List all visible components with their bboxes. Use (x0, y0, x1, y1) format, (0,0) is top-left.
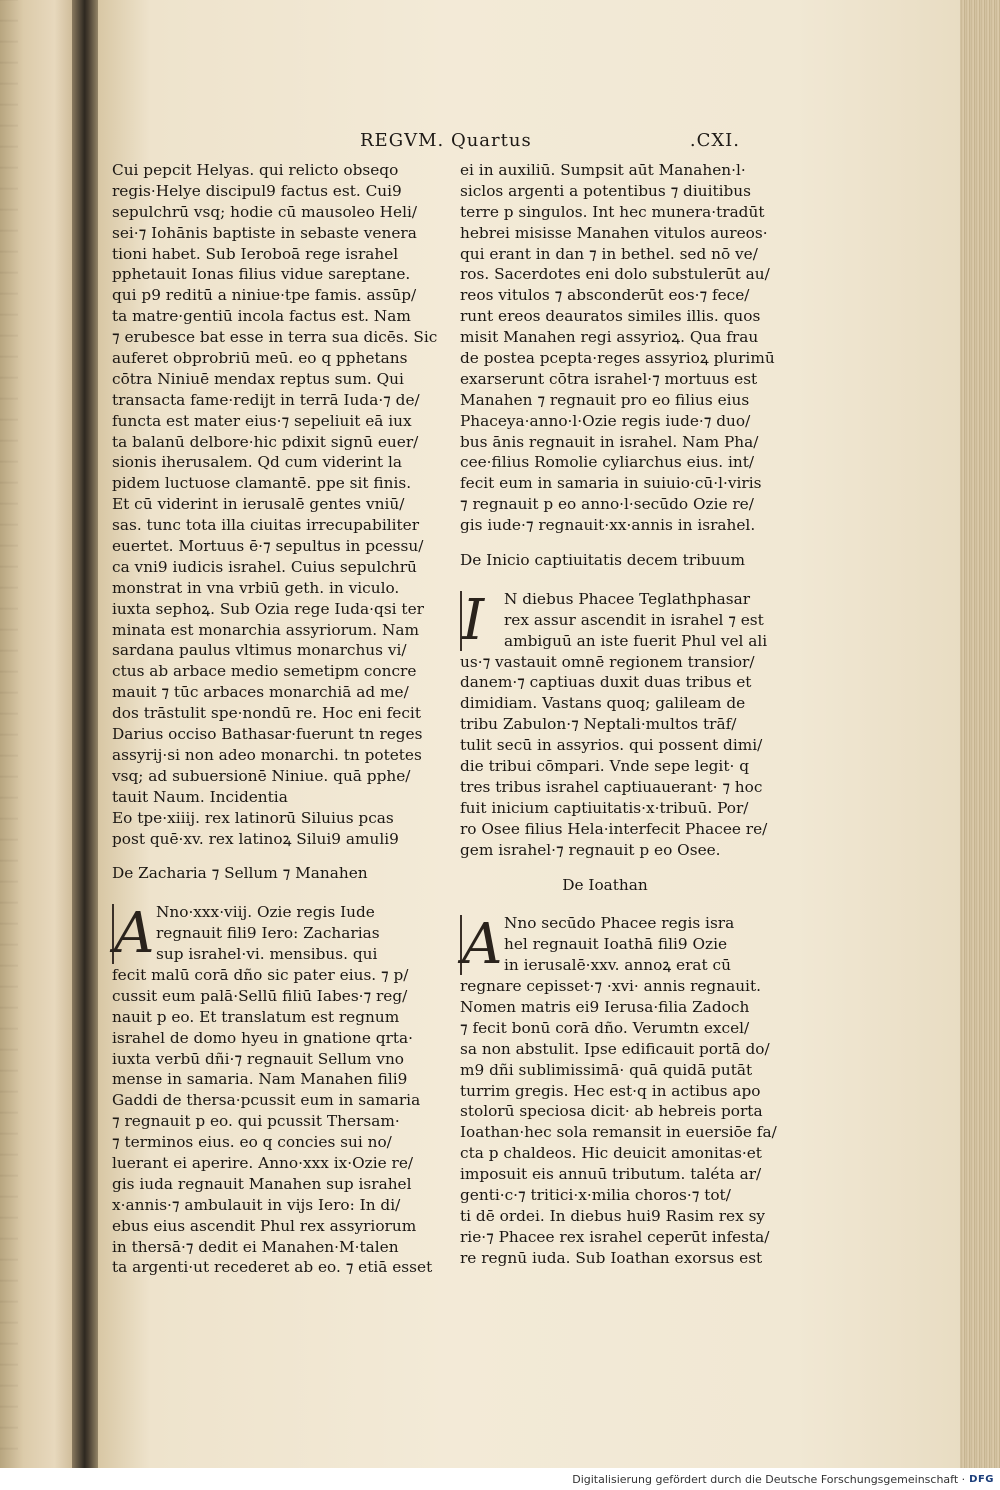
text-line: tribu Zabulon·⁊ Neptali·multos trāf/ (460, 715, 737, 734)
text-line: pidem luctuose clamantē. ppe sit finis. (112, 474, 412, 493)
text-line: ei in auxiliū. Sumpsit aūt Manahen·l· (460, 161, 746, 179)
text-line: m9 dñi sublimissimā· quā quidā putāt (460, 1060, 753, 1079)
text-line: regis·Helye discipul9 factus est. Cui9 (112, 181, 402, 200)
text-line: iuxta sephoꝝ. Sub Ozia rege Iuda·qsi ter (112, 599, 424, 618)
text-line: Et cū viderint in ierusalē gentes vniū/ (112, 495, 405, 514)
text-line: sionis iherusalem. Qd cum viderint la (112, 453, 402, 472)
text-line: imposuit eis annuū tributum. taléta ar/ (460, 1165, 762, 1184)
text-line: reos vitulos ⁊ absconderūt eos·⁊ fece/ (460, 286, 750, 305)
text-line: gis iuda regnauit Manahen sup israhel (112, 1174, 412, 1193)
text-line: tulit secū in assyrios. qui possent dimi/ (460, 736, 763, 755)
text-line: gem israhel·⁊ regnauit p eo Osee. (460, 840, 721, 859)
decorated-initial: A (462, 912, 503, 978)
text-block-manahen (460, 160, 775, 536)
text-line: ebus eius ascendit Phul rex assyriorum (112, 1216, 417, 1235)
text-line: Darius occiso Bathasar·fuerunt tn reges (112, 725, 423, 744)
text-line: functa est mater eius·⁊ sepeliuit eā iux (112, 411, 412, 430)
text-line: ⁊ regnauit p eo. qui pcussit Thersam· (112, 1112, 400, 1131)
text-line: exarserunt cōtra israhel·⁊ mortuus est (460, 369, 758, 388)
text-line: Manahen ⁊ regnauit pro eo filius eius (460, 390, 750, 409)
dfg-logo: DFG (969, 1473, 994, 1485)
text-line: mense in samaria. Nam Manahen fili9 (112, 1070, 408, 1089)
text-line: terre p singulos. Int hec munera·tradūt (460, 202, 765, 221)
text-line: ctus ab arbace medio semetipm concre (112, 662, 417, 681)
text-line: de postea pcepta·reges assyrioꝝ plurimū (460, 349, 775, 368)
text-line: ti dē ordei. In diebus hui9 Rasim rex sy (460, 1206, 766, 1225)
text-line: qui erant in dan ⁊ in bethel. sed nō ve/ (460, 244, 758, 263)
text-line: sei·⁊ Iohānis baptiste in sebaste venera (112, 223, 417, 242)
text-line: danem·⁊ captiuas duxit duas tribus et (460, 673, 752, 692)
footer-credit-bar (0, 1468, 1000, 1490)
text-line: hebrei misisse Manahen vitulos aureos· (460, 223, 768, 242)
right-text-column (460, 160, 777, 1269)
text-line: Eo tpe·xiiij. rex latinorū Siluius pcas (112, 808, 394, 827)
text-line: sas. tunc tota illa ciuitas irrecupabiliter (112, 516, 420, 535)
section-heading-zacharia: De Zacharia ⁊ Sellum ⁊ Manahen (112, 864, 368, 883)
text-line: euertet. Mortuus ē·⁊ sepultus in pcessu/ (112, 537, 424, 556)
verso-text-fragments (0, 0, 18, 1468)
text-line: rex assur ascendit in israhel ⁊ est (504, 610, 764, 629)
text-line: ⁊ terminos eius. eo q concies sui no/ (112, 1133, 392, 1152)
text-block-zacharia (112, 902, 433, 1278)
text-line: iuxta verbū dñi·⁊ regnauit Sellum vno (112, 1049, 405, 1068)
text-line: vsq; ad subuersionē Niniue. quā pphe/ (112, 766, 411, 785)
text-line: rie·⁊ Phacee rex israhel ceperūt infesta/ (460, 1227, 770, 1246)
text-line: Ioathan·hec sola remansit in euersiōe fa/ (460, 1123, 777, 1142)
text-line: x·annis·⁊ ambulauit in vijs Iero: In di/ (112, 1195, 401, 1214)
text-line: sepulchrū vsq; hodie cū mausoleo Heli/ (112, 202, 418, 221)
text-line: turrim gregis. Hec est·q in actibus apo (460, 1081, 761, 1100)
text-line: fuit inicium captiuitatis·x·tribuū. Por/ (460, 798, 749, 817)
text-line: nauit p eo. Et translatum est regnum (112, 1007, 400, 1026)
text-line: cee·filius Romolie cyliarchus eius. int/ (460, 453, 755, 472)
text-line: in thersā·⁊ dedit ei Manahen·M·talen (112, 1237, 399, 1256)
text-line: Gaddi de thersa·pcussit eum in samaria (112, 1091, 421, 1110)
text-line: ta matre·gentiū incola factus est. Nam (112, 307, 411, 326)
text-line: ca vni9 iudicis israhel. Cuius sepulchrū (112, 557, 417, 576)
text-line: luerant ei aperire. Anno·xxx ix·Ozie re/ (112, 1153, 414, 1172)
decorated-initial: I (460, 591, 502, 651)
section-zacharia (112, 901, 433, 1278)
text-line: N diebus Phacee Teglathphasar (504, 589, 751, 608)
text-line: regnare cepisset·⁊ ·xvi· annis regnauit. (460, 977, 761, 996)
text-line: fecit eum in samaria in suiuio·cū·l·viris (460, 474, 762, 493)
text-line: us·⁊ vastauit omnē regionem transior/ (460, 652, 755, 671)
text-line: ⁊ fecit bonū corā dño. Verumtn excel/ (460, 1018, 750, 1037)
running-head-title: REGVM. Quartus (360, 130, 532, 151)
text-line: re regnū iuda. Sub Ioathan exorsus est (460, 1248, 763, 1267)
section-inicio (460, 587, 768, 861)
text-line: israhel de domo hyeu in gnatione qrta· (112, 1028, 414, 1047)
text-block-inicio (460, 589, 768, 861)
text-line: pphetauit Ionas filius vidue sareptane. (112, 265, 411, 284)
text-line: qui p9 reditū a niniue·tpe famis. assūp/ (112, 286, 417, 305)
text-line: ⁊ erubesce bat esse in terra sua dicēs. Sic (112, 328, 438, 347)
text-line: Nno·xxx·viij. Ozie regis Iude (156, 903, 375, 922)
text-line: siclos argenti a potentibus ⁊ diuitibus (460, 181, 752, 200)
digitization-credit: Digitalisierung gefördert durch die Deutsche Forschungsgemeinschaft · (572, 1472, 966, 1486)
text-line: ⁊ regnauit p eo anno·l·secūdo Ozie re/ (460, 495, 754, 514)
text-line: cōtra Niniuē mendax reptus sum. Qui (112, 369, 404, 388)
text-line: sardana paulus vltimus monarchus vi/ (112, 641, 407, 660)
folio-number: .CXI. (689, 130, 740, 151)
verso-page-edge (0, 0, 78, 1468)
book-gutter (72, 0, 100, 1468)
text-line: tioni habet. Sub Ieroboā rege israhel (112, 244, 399, 263)
text-line: dimidiam. Vastans quoq; galileam de (460, 694, 746, 713)
text-block-helyas (112, 160, 438, 849)
text-line: minata est monarchia assyriorum. Nam (112, 620, 419, 639)
text-line: ta argenti·ut recederet ab eo. ⁊ etiā esset (112, 1258, 433, 1277)
section-heading-inicio: De Inicio captiuitatis decem tribuum (460, 551, 745, 570)
text-line: gis iude·⁊ regnauit·xx·annis in israhel. (460, 516, 756, 535)
text-line: transacta fame·redijt in terrā Iuda·⁊ de/ (112, 390, 420, 409)
text-line: post quē·xv. rex latinoꝝ Silui9 amuli9 (112, 829, 399, 848)
text-line: sa non abstulit. Ipse edificauit portā do/ (460, 1039, 770, 1058)
text-line: die tribui cōmpari. Vnde sepe legit· q (460, 757, 749, 776)
text-block-ioathan (460, 913, 777, 1268)
text-line: fecit malū corā dño sic pater eius. ⁊ p/ (112, 965, 409, 984)
text-line: cussit eum palā·Sellū filiū Iabes·⁊ reg/ (112, 986, 408, 1005)
text-line: Nno secūdo Phacee regis isra (504, 914, 735, 933)
text-line: tauit Naum. Incidentia (112, 787, 288, 806)
decorated-initial: A (114, 901, 155, 967)
text-line: ros. Sacerdotes eni dolo substulerūt au/ (460, 265, 770, 284)
text-line: misit Manahen regi assyrioꝝ. Qua frau (460, 328, 759, 347)
left-text-column (112, 160, 438, 1278)
text-line: regnauit fili9 Iero: Zacharias (156, 924, 380, 943)
text-line: assyrij·si non adeo monarchi. tn potetes (112, 745, 422, 764)
text-line: runt ereos deauratos similes illis. quos (460, 307, 761, 326)
text-line: ro Osee filius Hela·interfecit Phacee re/ (460, 819, 768, 838)
text-line: tres tribus israhel captiuauerant· ⁊ hoc (460, 777, 763, 796)
text-line: stolorū speciosa dicit· ab hebreis porta (460, 1102, 763, 1121)
text-line: in ierusalē·xxv. annoꝝ erat cū (504, 956, 731, 975)
section-heading-ioathan: De Ioathan (562, 875, 648, 894)
section-ioathan (460, 912, 777, 1268)
text-line: Phaceya·anno·l·Ozie regis iude·⁊ duo/ (460, 411, 751, 430)
page-fore-edge (960, 0, 1000, 1468)
text-line: ambiguū an iste fuerit Phul vel ali (504, 631, 768, 650)
text-line: dos trāstulit spe·nondū re. Hoc eni fecit (112, 704, 421, 723)
text-line: genti·c·⁊ tritici·x·milia choros·⁊ tot/ (460, 1185, 731, 1204)
text-line: bus ānis regnauit in israhel. Nam Pha/ (460, 432, 759, 451)
text-line: Cui pepcit Helyas. qui relicto obseqo (112, 161, 399, 179)
text-line: cta p chaldeos. Hic deuicit amonitas·et (460, 1144, 762, 1163)
text-line: hel regnauit Ioathā fili9 Ozie (504, 935, 728, 954)
text-line: ta balanū delbore·hic pdixit signū euer/ (112, 432, 419, 451)
text-line: mauit ⁊ tūc arbaces monarchiā ad me/ (112, 683, 409, 702)
text-line: auferet obprobriū meū. eo q pphetans (112, 349, 408, 368)
text-line: Nomen matris ei9 Ierusa·filia Zadoch (460, 997, 750, 1016)
text-line: monstrat in vna vrbiū geth. in viculo. (112, 578, 400, 597)
text-line: sup israhel·vi. mensibus. qui (156, 945, 378, 964)
